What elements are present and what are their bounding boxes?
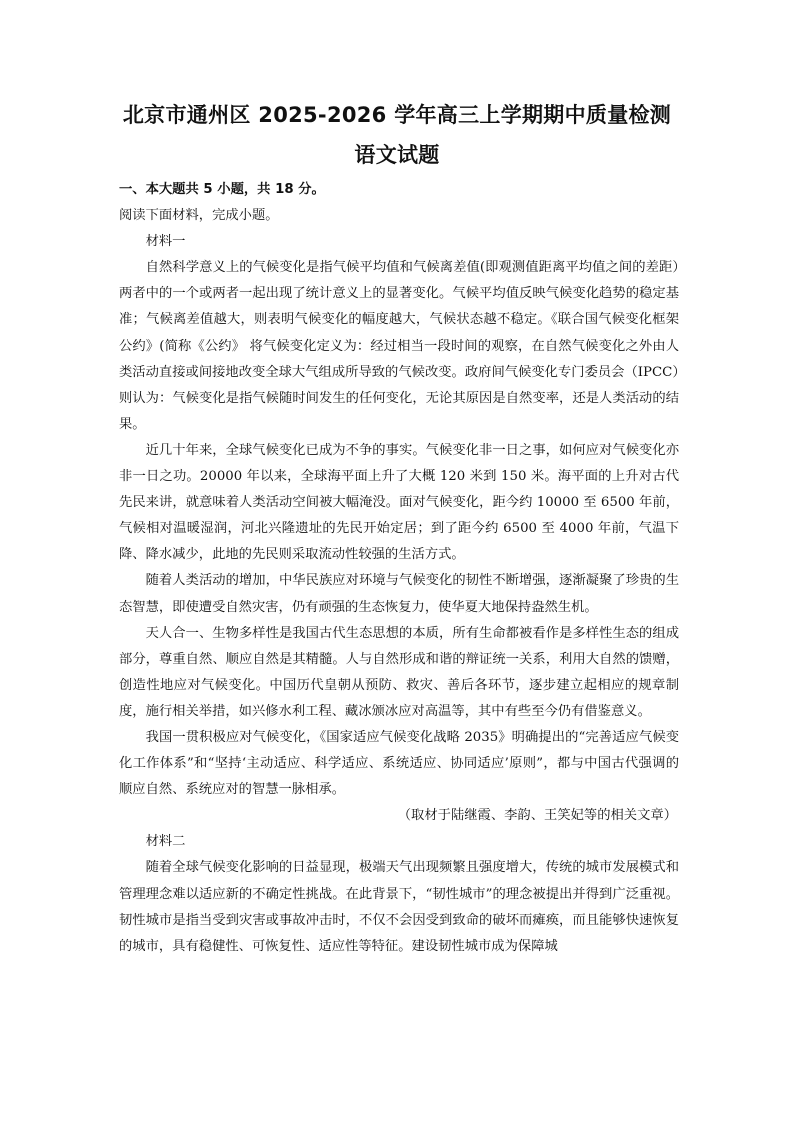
instruction-text: 阅读下面材料，完成小题。 [119, 208, 279, 224]
material1-source: （取材于陆继霞、李韵、王笑妃等的相关文章） [397, 808, 677, 824]
material1-paragraph-4: 天人合一、生物多样性是我国古代生态思想的本质，所有生命都被看作是多样性生态的组成部分，尊重自然、顺应自然是其精髓。人与自然形成和谐的辩证统一关系，利用大自然的馈赠，创造性地应对气候变化。中国历代皇朝从预防、救灾、善后各环节，逐步建立起相应的规章制度，施行相关举措，如兴修水利工程、藏冰颁冰应对高温等，其中有些至今仍有借鉴意义。 [119, 625, 679, 719]
material1-paragraph-3: 随着人类活动的增加，中华民族应对环境与气候变化的韧性不断增强，逐渐凝聚了珍贵的生态智慧，即使遭受自然灾害，仍有顽强的生态恢复力，使华夏大地保持盎然生机。 [119, 573, 679, 615]
material1-paragraph-2: 近几十年来，全球气候变化已成为不争的事实。气候变化非一日之事，如何应对气候变化亦非一日之功。20000 年以来，全球海平面上升了大概 120 米到 150 米。海平面的上升对古代先民来讲，就意味着人类活动空间被大幅淹没。面对气候变化，距今约 10000 至 6500 年前，气候相对温暖湿润，河北兴隆遗址的先民开始定居；到了距今约 6500 至 4000 年前，气温下降、降水减少，此地的先民则采取流动性较强的生活方式。 [119, 442, 679, 563]
material2-label: 材料二 [145, 834, 186, 850]
document-title: 北京市通州区 2025-2026 学年高三上学期期中质量检测 [122, 103, 672, 127]
document-body [119, 177, 679, 960]
section-heading: 一、本大题共 5 小题，共 18 分。 [119, 182, 325, 197]
material1-paragraph-5: 我国一贯积极应对气候变化，《国家适应气候变化战略 2035》明确提出的“完善适应气候变化工作体系”和“坚持‘主动适应、科学适应、系统适应、协同适应’原则”，都与中国古代强调的顺应自然、系统应对的智慧一脉相承。 [119, 729, 679, 798]
document-subtitle: 语文试题 [354, 143, 440, 167]
material2-paragraph-1: 随着全球气候变化影响的日益显现，极端天气出现频繁且强度增大，传统的城市发展模式和管理理念难以适应新的不确定性挑战。在此背景下，“韧性城市”的理念被提出并得到广泛重视。韧性城市是指当受到灾害或事故冲击时，不仅不会因受到致命的破坏而瘫痪，而且能够快速恢复的城市，具有稳健性、可恢复性、适应性等特征。建设韧性城市成为保障城 [119, 860, 679, 954]
material1-label: 材料一 [145, 234, 186, 250]
material1-paragraph-1: 自然科学意义上的气候变化是指气候平均值和气候离差值(即观测值距离平均值之间的差距）两者中的一个或两者一起出现了统计意义上的显著变化。气候平均值反映气候变化趋势的稳定基准；气候离差值越大，则表明气候变化的幅度越大，气候状态越不稳定。《联合国气候变化框架公约》(简称《公约》 将气候变化定义为：经过相当一段时间的观察，在自然气候变化之外由人类活动直接或间接地改变全球大气组成所导致的气候改变。政府间气候变化专门委员会（IPCC）则认为：气候变化是指气候随时间发生的任何变化，无论其原因是自然变率，还是人类活动的结果。 [119, 260, 679, 432]
